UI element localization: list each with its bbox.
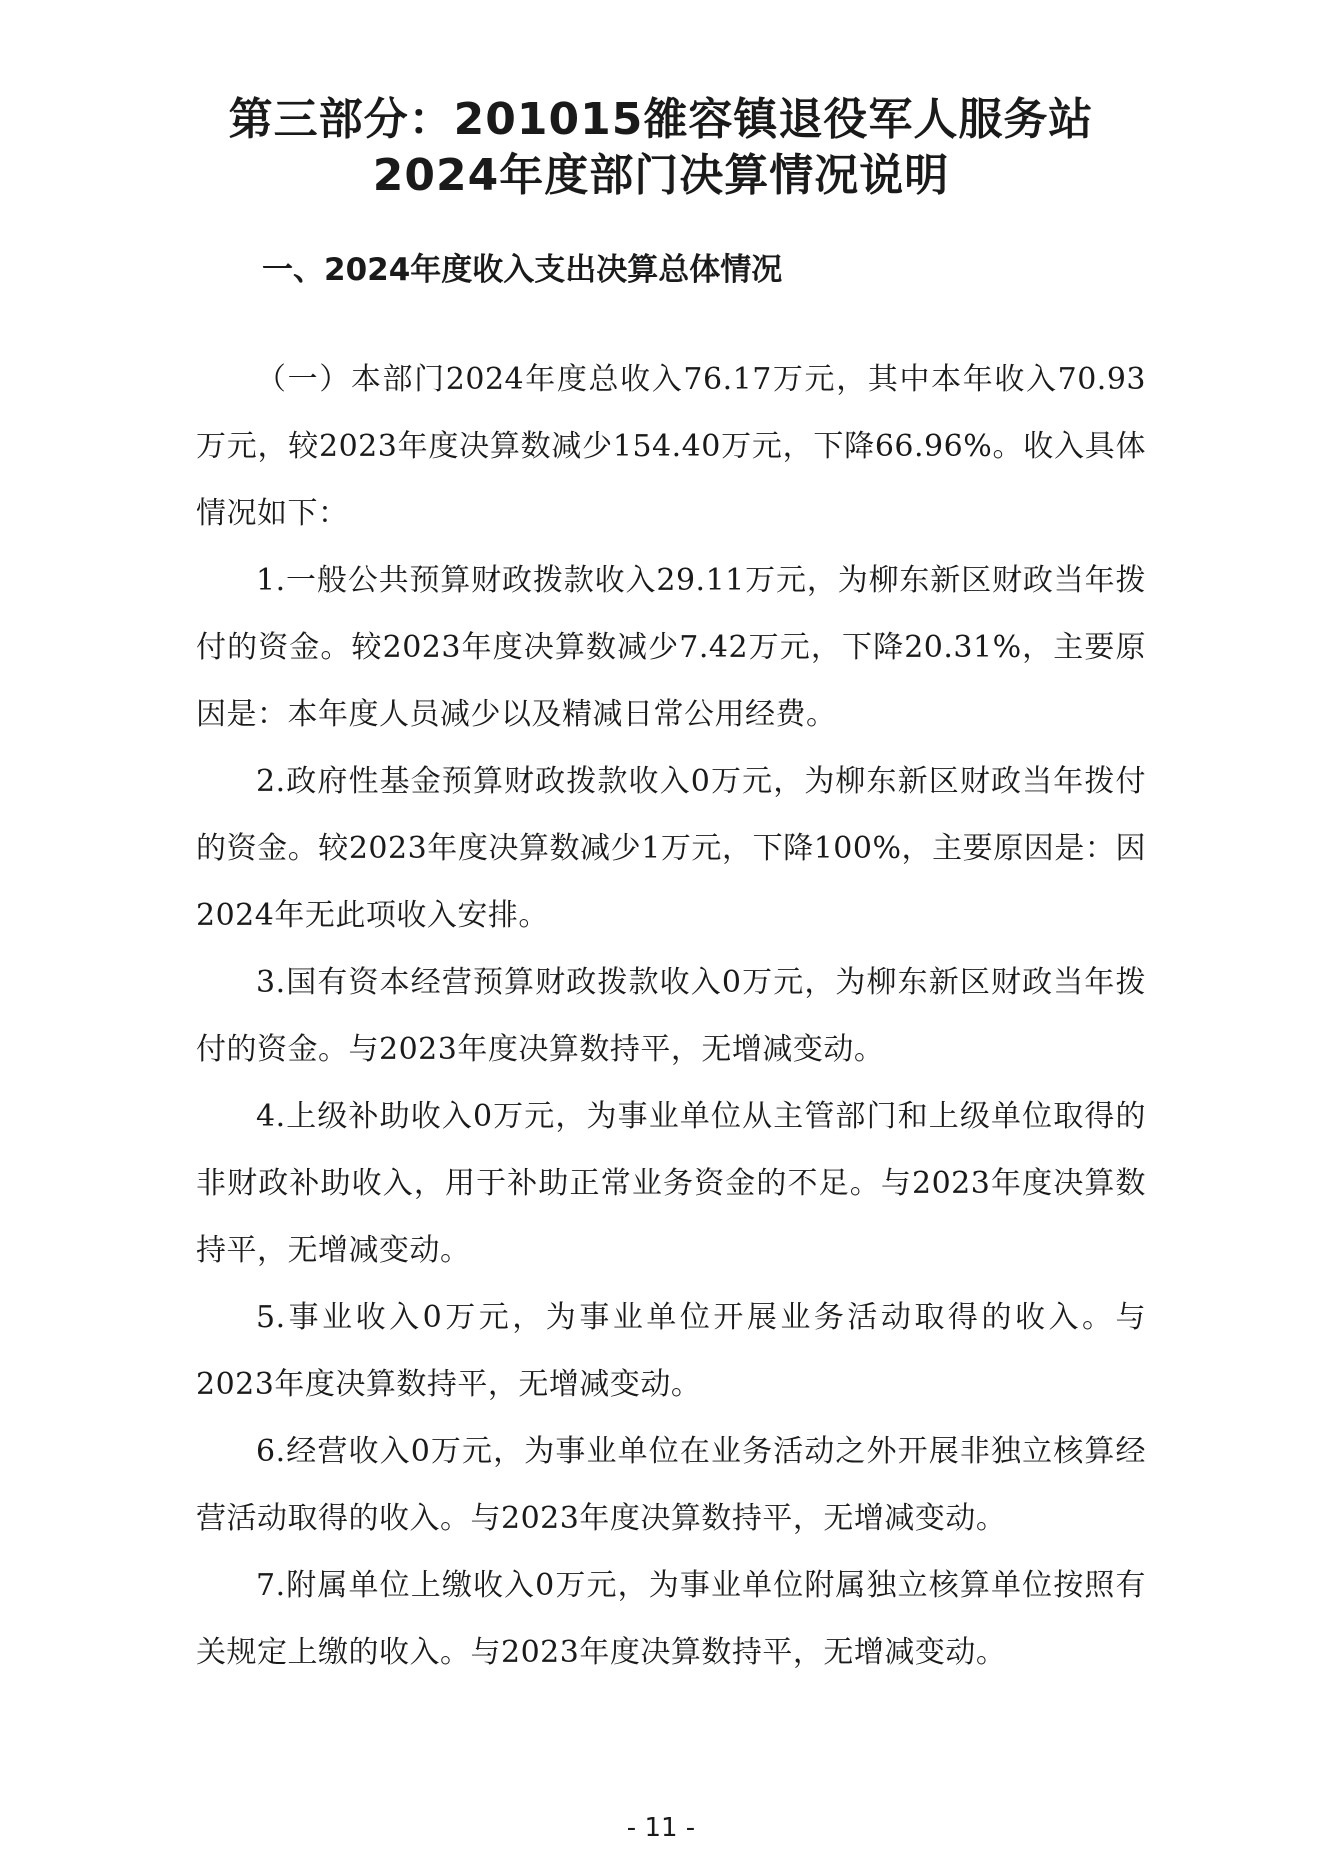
paragraph-intro: （一）本部门2024年度总收入76.17万元，其中本年收入70.93万元，较2023年度决算数减少154.40万元，下降66.96%。收入具体情况如下： <box>196 362 1146 531</box>
paragraph-item-7: 7.附属单位上缴收入0万元，为事业单位附属独立核算单位按照有关规定上缴的收入。与2023年度决算数持平，无增减变动。 <box>196 1568 1146 1670</box>
section-heading: 一、2024年度收入支出决算总体情况 <box>262 252 783 288</box>
paragraph-item-4: 4.上级补助收入0万元，为事业单位从主管部门和上级单位取得的非财政补助收入，用于补助正常业务资金的不足。与2023年度决算数持平，无增减变动。 <box>196 1099 1146 1268</box>
document-body <box>196 346 1146 1686</box>
paragraph-item-6: 6.经营收入0万元，为事业单位在业务活动之外开展非独立核算经营活动取得的收入。与2023年度决算数持平，无增减变动。 <box>196 1434 1146 1536</box>
page-number: - 11 - <box>626 1813 696 1843</box>
paragraph-item-1: 1.一般公共预算财政拨款收入29.11万元，为柳东新区财政当年拨付的资金。较2023年度决算数减少7.42万元，下降20.31%，主要原因是：本年度人员减少以及精减日常公用经费。 <box>196 563 1146 732</box>
document-title-line-1: 第三部分：201015雒容镇退役军人服务站 <box>228 94 1094 145</box>
paragraph-item-3: 3.国有资本经营预算财政拨款收入0万元，为柳东新区财政当年拨付的资金。与2023年度决算数持平，无增减变动。 <box>196 965 1146 1067</box>
paragraph-item-5: 5.事业收入0万元，为事业单位开展业务活动取得的收入。与2023年度决算数持平，无增减变动。 <box>196 1300 1146 1402</box>
document-title-line-2: 2024年度部门决算情况说明 <box>372 150 950 201</box>
paragraph-item-2: 2.政府性基金预算财政拨款收入0万元，为柳东新区财政当年拨付的资金。较2023年度决算数减少1万元，下降100%，主要原因是：因2024年无此项收入安排。 <box>196 764 1146 933</box>
